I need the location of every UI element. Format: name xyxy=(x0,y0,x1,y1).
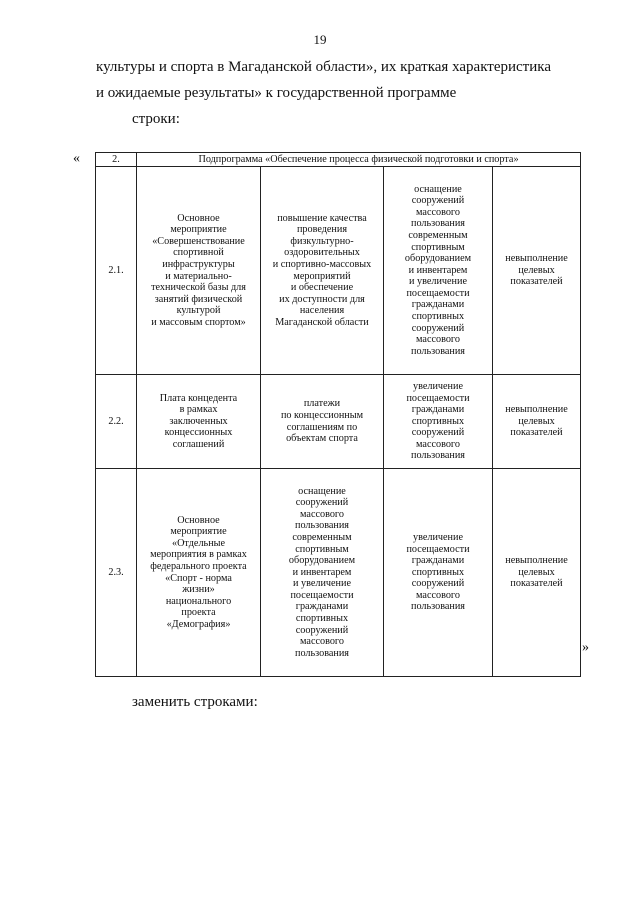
goal-cell: платежи по концессионным соглашениям по объектам спорта xyxy=(261,375,384,469)
row-number: 2.1. xyxy=(96,167,137,375)
close-quote: » xyxy=(582,640,589,655)
goal-cell: оснащение сооружений массового пользования современным спортивным оборудованием и инвентарем и увеличение посещаемости гражданами спортивных сооружений массового пользования xyxy=(261,469,384,677)
table-row xyxy=(96,375,581,469)
intro-line-1: культуры и спорта в Магаданской области», их краткая характеристика xyxy=(96,59,551,75)
consequence-cell: невыполнение целевых показателей xyxy=(493,469,581,677)
page-number: 19 xyxy=(313,32,327,47)
activity-cell: Основное мероприятие «Совершенствование спортивной инфраструктуры и материально- технической базы для занятий физической культурой и массовым спортом» xyxy=(137,167,261,375)
row-number: 2.3. xyxy=(96,469,137,677)
activity-cell: Плата концедента в рамках заключенных концессионных соглашений xyxy=(137,375,261,469)
replace-label: заменить строками: xyxy=(132,694,258,710)
result-cell: оснащение сооружений массового пользования современным спортивным оборудованием и инвентарем и увеличение посещаемости гражданами спортивных сооружений массового пользования xyxy=(384,167,493,375)
header-num: 2. xyxy=(96,153,137,167)
consequence-cell: невыполнение целевых показателей xyxy=(493,167,581,375)
table-row xyxy=(96,167,581,375)
result-cell: увеличение посещаемости гражданами спортивных сооружений массового пользования xyxy=(384,469,493,677)
open-quote: « xyxy=(73,151,80,166)
strings-label: строки: xyxy=(132,111,180,127)
row-number: 2.2. xyxy=(96,375,137,469)
table-header-row xyxy=(96,153,581,167)
intro-line-2: и ожидаемые результаты» к государственной программе xyxy=(96,85,457,101)
table-row xyxy=(96,469,581,677)
header-title: Подпрограмма «Обеспечение процесса физической подготовки и спорта» xyxy=(137,153,581,167)
program-table xyxy=(95,152,581,677)
consequence-cell: невыполнение целевых показателей xyxy=(493,375,581,469)
result-cell: увеличение посещаемости гражданами спортивных сооружений массового пользования xyxy=(384,375,493,469)
activity-cell: Основное мероприятие «Отдельные мероприятия в рамках федерального проекта «Спорт - норма жизни» национального проекта «Демография» xyxy=(137,469,261,677)
goal-cell: повышение качества проведения физкультурно- оздоровительных и спортивно-массовых мероприятий и обеспечение их доступности для населения Магаданской области xyxy=(261,167,384,375)
